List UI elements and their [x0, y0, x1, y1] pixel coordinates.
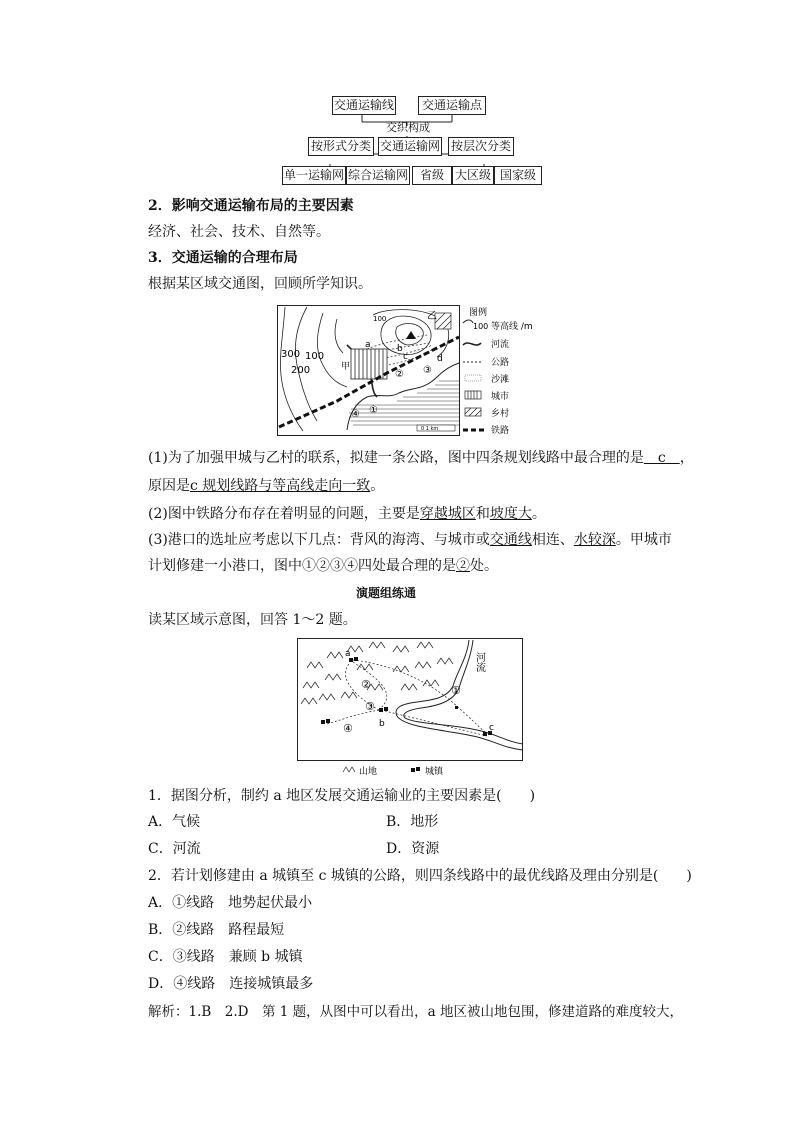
- question2-option-d[interactable]: D．④线路 连接城镇最多: [148, 976, 314, 992]
- river-label: 河流: [473, 652, 485, 672]
- exercise-intro: 读某区域示意图，回答 1～2 题。: [148, 612, 357, 628]
- q1-answer: c: [643, 450, 680, 466]
- question2-option-b[interactable]: B．②线路 路程最短: [148, 922, 285, 938]
- route-mark-2: ②: [361, 678, 371, 691]
- port-mark-2: ②: [395, 369, 404, 380]
- route-mark-3: ③: [365, 700, 375, 713]
- flow-box-transport-network: 交通运输网: [378, 137, 442, 156]
- contour-label-100b: 100: [373, 315, 387, 323]
- q1-reason-label: 原因是: [148, 478, 190, 494]
- section2-text: 经济、社会、技术、自然等。: [148, 224, 330, 240]
- flow-box-by-form: 按形式分类: [308, 137, 374, 156]
- route-letter-d: d: [437, 354, 443, 364]
- legend-road: 公路: [491, 358, 510, 368]
- question1-option-b[interactable]: B．地形: [386, 814, 439, 830]
- question1-option-a[interactable]: A．气候: [148, 814, 201, 830]
- region-map-drawing: [297, 638, 525, 778]
- question2-stem: 2．若计划修建由 a 城镇至 c 城镇的公路，则四条线路中的最优线路及理由分别是( ): [148, 868, 692, 884]
- q1-reason-end: 。: [370, 478, 385, 494]
- route-mark-1: ①: [451, 684, 461, 697]
- contour-label-200: 200: [291, 365, 311, 376]
- town-a: a: [345, 649, 351, 659]
- q3-answer-2: 水较深: [573, 532, 616, 548]
- q1-text: (1)为了加强甲城与乙村的联系，拟建一条公路，图中四条规划线路中最合理的是: [148, 450, 644, 466]
- legend-title: 图例: [469, 308, 488, 318]
- port-mark-4: ④: [351, 409, 360, 420]
- route-letter-a: a: [365, 340, 371, 350]
- route-letter-c: c: [403, 352, 408, 362]
- region-map: [297, 638, 525, 778]
- place-yi: 乙: [427, 311, 437, 322]
- legend-railway: 铁路: [491, 426, 510, 436]
- flow-join-label: 交织构成: [386, 121, 430, 134]
- route-letter-b: b: [397, 344, 403, 354]
- q2-answer-1: 穿越城区: [419, 506, 476, 522]
- q3-end-2: 处。: [470, 558, 498, 574]
- legend-city: 城市: [491, 392, 510, 402]
- flow-box-province: 省级: [412, 166, 452, 185]
- flow-box-transport-line: 交通运输线: [332, 96, 396, 115]
- legend-contour-value: 100: [473, 322, 489, 331]
- contour-label-100a: 100: [305, 351, 325, 362]
- q3-text-2: 计划修建一小港口，图中①②③④四处最合理的是: [148, 558, 456, 574]
- analysis-text: 解析：1.B 2.D 第 1 题，从图中可以看出，a 地区被山地包围，修建道路的难度较大，: [148, 1004, 684, 1020]
- q1-line2: [148, 476, 384, 496]
- q2-line: [148, 504, 546, 524]
- question1-option-c[interactable]: C．河流: [148, 841, 201, 857]
- q3-text: (3)港口的选址应考虑以下几点：背风的海湾、与城市或: [148, 532, 490, 548]
- traffic-map: [277, 305, 557, 437]
- section3-intro: 根据某区域交通图，回顾所学知识。: [148, 276, 372, 292]
- legend-mountain: 山地: [359, 767, 378, 777]
- place-jia: 甲: [341, 362, 351, 372]
- q1-reason: c 规划线路与等高线走向一致: [190, 478, 371, 494]
- q3-line1: [148, 530, 672, 550]
- village-yi: [435, 313, 451, 329]
- q2-mid: 和: [475, 506, 490, 522]
- legend-town: 城镇: [425, 767, 444, 777]
- traffic-map-drawing: [277, 305, 557, 437]
- question2-option-a[interactable]: A．①线路 地势起伏最小: [148, 895, 313, 911]
- q2-answer-2: 坡度大: [489, 506, 532, 522]
- legend-village: 乡村: [491, 409, 510, 419]
- flow-box-by-level: 按层次分类: [448, 137, 514, 156]
- port-mark-1: ①: [369, 405, 378, 416]
- port-mark-3: ③: [423, 365, 432, 376]
- q1-line1: [148, 448, 694, 468]
- section3-title: 3．交通运输的合理布局: [148, 250, 298, 266]
- flowchart: [283, 92, 550, 188]
- q2-end: 。: [531, 506, 546, 522]
- q3-answer-1: 交通线: [489, 532, 532, 548]
- q3-end: 。甲城市: [615, 532, 672, 548]
- q2-text: (2)图中铁路分布存在着明显的问题，主要是: [148, 506, 420, 522]
- flow-box-region: 大区级: [452, 166, 494, 185]
- q1-end: ，: [679, 450, 694, 466]
- map-scale: 0 1 km: [421, 426, 439, 432]
- legend-river: 河流: [491, 340, 510, 350]
- flow-box-combined-network: 综合运输网: [346, 166, 410, 185]
- q3-line2: [148, 556, 498, 576]
- legend-beach: 沙滩: [491, 375, 510, 385]
- city-jia: [351, 349, 387, 379]
- question1-stem: 1．据图分析，制约 a 地区发展交通运输业的主要因素是( ): [148, 788, 536, 804]
- exercise-title: 演题组练通: [356, 586, 417, 600]
- town-c: c: [489, 723, 494, 733]
- legend-town-icon: [411, 767, 420, 772]
- route-mark-4: ④: [343, 722, 353, 735]
- question2-option-c[interactable]: C．③线路 兼顾 b 城镇: [148, 949, 303, 965]
- town-b: b: [379, 719, 385, 729]
- contour-label-300: 300: [281, 349, 301, 360]
- flow-box-nation: 国家级: [494, 166, 542, 185]
- flow-box-transport-point: 交通运输点: [418, 96, 486, 115]
- question1-option-d[interactable]: D．资源: [386, 841, 440, 857]
- q3-mid: 相连、: [531, 532, 574, 548]
- q3-answer-3: ②: [456, 558, 470, 574]
- flow-box-single-network: 单一运输网: [282, 166, 346, 185]
- section2-title: 2．影响交通运输布局的主要因素: [148, 198, 354, 214]
- legend-contour: 等高线 /m: [491, 322, 533, 332]
- legend-mountain-icon: [343, 767, 355, 772]
